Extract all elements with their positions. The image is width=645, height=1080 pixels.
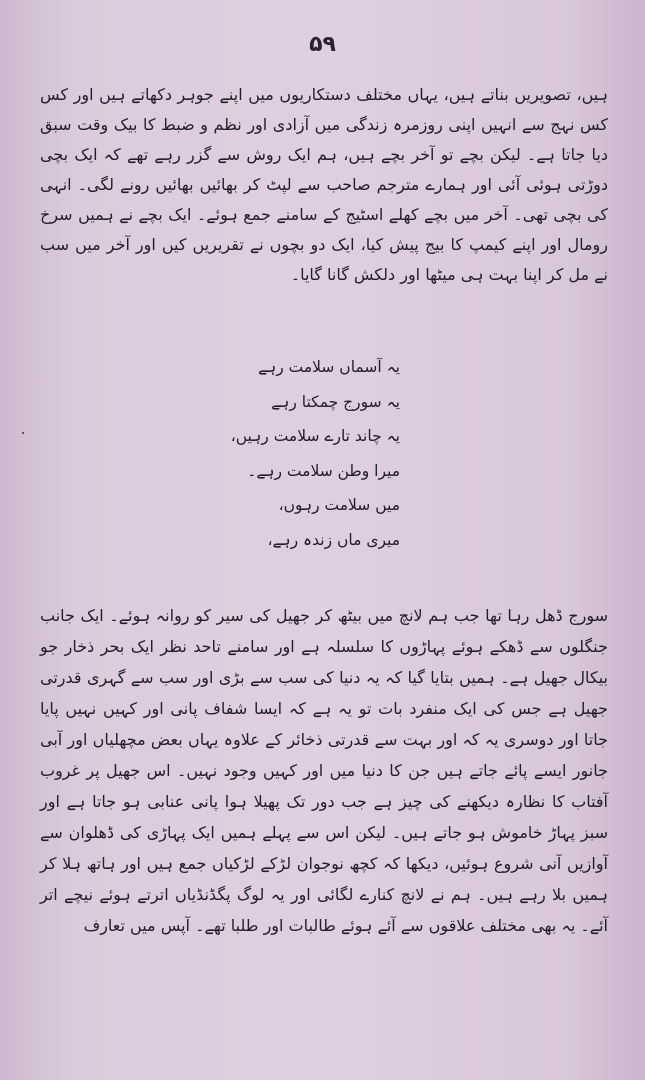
paragraph-1: ہیں، تصویریں بناتے ہیں، یہاں مختلف دستکاریوں میں اپنے جوہر دکھاتے ہیں اور کس کس نہج سے انہیں اپنی روزمرہ زندگی میں آزادی اور نظم و ضبط کا بیک وقت سبق دیا جاتا ہے۔ لیکن بچے تو آخر بچے ہیں، ہم ایک روش سے گزر رہے تھے کہ ایک بچی دوڑتی ہوئی آئی اور ہمارے مترجم صاحب سے لپٹ کر بھائیں بھائیں رونے لگی۔ انہی کی بچی تھی۔ آخر میں بچے کھلے اسٹیج کے سامنے جمع ہوئے۔ ایک بچے نے ہمیں سرخ رومال اور اپنے کیمپ کا بیج پیش کیا، ایک دو بچوں نے تقریریں کیں اور آخر میں سب نے مل کر اپنا بہت ہی میٹھا اور دلکش گانا گایا۔ <box>40 85 608 284</box>
poem-line: میری ماں زندہ رہے، <box>267 530 400 549</box>
poem <box>190 350 400 557</box>
poem-line: میں سلامت رہوں، <box>278 496 400 514</box>
paragraph-2: سورج ڈھل رہا تھا جب ہم لانچ میں بیٹھ کر جھیل کی سیر کو روانہ ہوئے۔ ایک جانب جنگلوں سے ڈھکے ہوئے پہاڑوں کا سلسلہ ہے اور سامنے تاحد نظر ایک بحر ذخار جو بیکال جھیل ہے۔ ہمیں بتایا گیا کہ یہ دنیا کی سب سے بڑی اور سب سے گہری قدرتی جھیل ہے جس کی ایک منفرد بات تو یہ ہے کہ ایسا شفاف پانی اور کہیں نہیں پایا جاتا اور دوسری یہ کہ اور بہت سے قدرتی ذخائر کے علاوہ یہاں بعض مچھلیاں اور آبی جانور ایسے پائے جاتے ہیں جن کا دنیا میں اور کہیں وجود نہیں۔ اس جھیل پر غروب آفتاب کا نظارہ دیکھنے کی چیز ہے جب دور تک پھیلا ہوا پانی عنابی ہو جاتا ہے اور سبز پہاڑ خاموش ہو جاتے ہیں۔ لیکن اس سے پہلے ہمیں ایک پہاڑی کی ڈھلوان سے آوازیں آنی شروع ہوئیں، دیکھا کہ کچھ نوجوان لڑکے لڑکیاں جمع ہیں اور ہاتھ ہلا کر ہمیں بلا رہے ہیں۔ ہم نے لانچ کنارے لگائی اور یہ لوگ پگڈنڈیاں اترتے ہوئے نیچے اتر آئے۔ یہ بھی مختلف علاقوں سے آئے ہوئے طالبات اور طلبا تھے۔ آپس میں تعارف <box>40 606 608 935</box>
poem-line: میرا وطن سلامت رہے۔ <box>247 461 400 480</box>
poem-line: یہ چاند تارے سلامت رہیں، <box>230 427 400 445</box>
poem-line: یہ سورج چمکتا رہے <box>271 392 400 411</box>
margin-speck <box>22 432 24 434</box>
page-number: ۵۹ <box>309 32 336 57</box>
poem-line: یہ آسماں سلامت رہے <box>258 358 400 376</box>
